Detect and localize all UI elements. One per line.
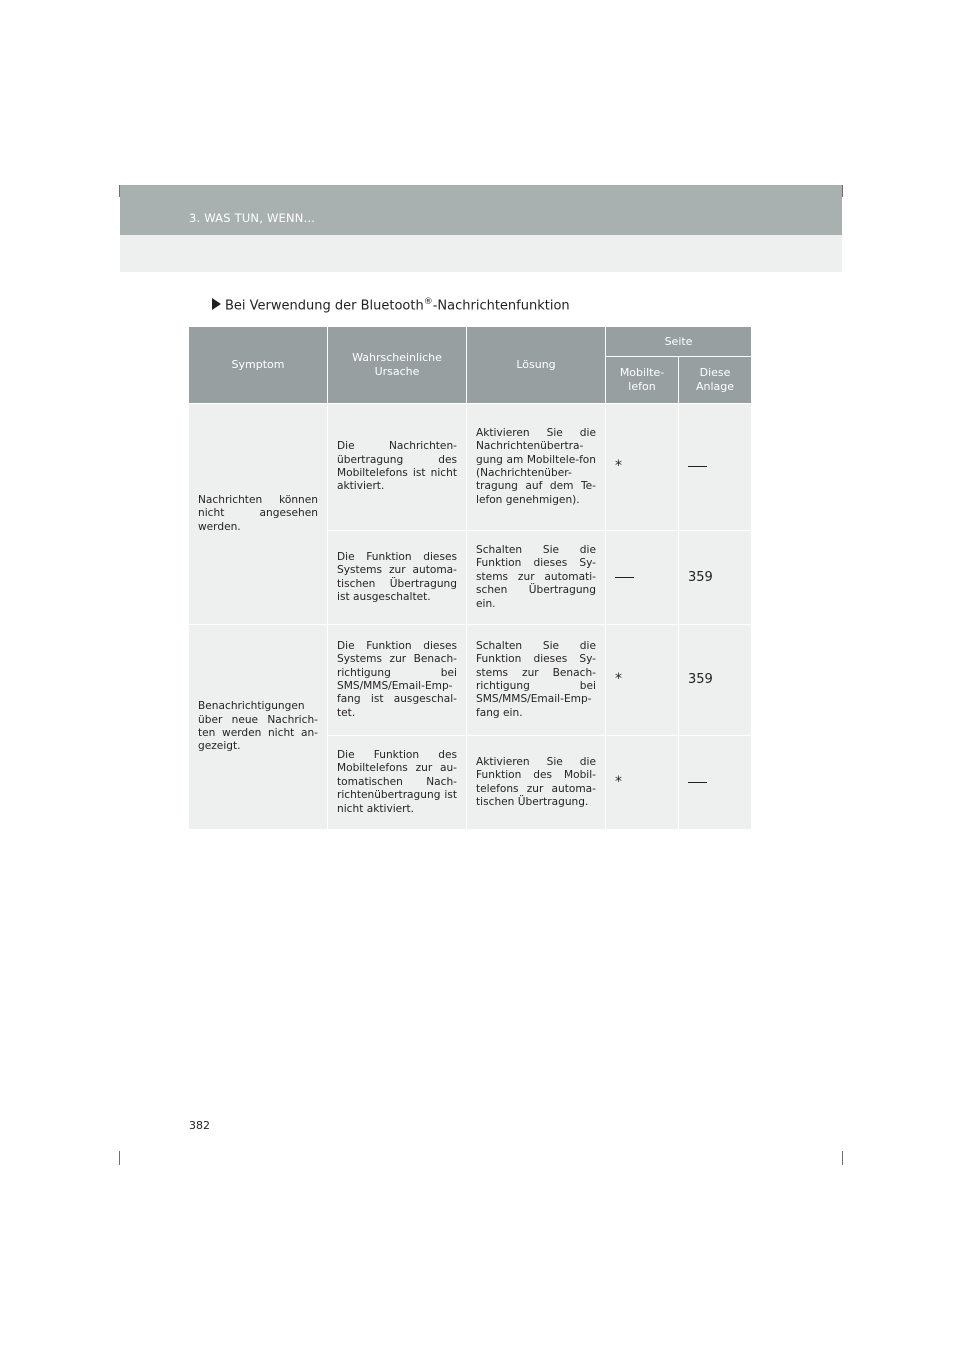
section-title: 3. WAS TUN, WENN... [189, 211, 316, 225]
page-number: 382 [189, 1119, 210, 1132]
phone-page-cell [606, 625, 679, 736]
subsection-heading [212, 297, 570, 313]
system-page-cell: 359 [679, 531, 752, 625]
asterisk-mark: * [615, 671, 622, 688]
system-page-cell [679, 404, 752, 531]
triangle-bullet-icon [212, 298, 221, 310]
crop-mark-bottom-right [842, 1151, 843, 1165]
asterisk-mark: * [615, 458, 622, 475]
heading-suffix: -Nachrichtenfunktion [432, 298, 570, 314]
phone-page-cell [606, 736, 679, 830]
header-band [120, 185, 842, 235]
troubleshooting-table [188, 326, 752, 830]
cause-cell: Die Nachrichten-übertragung des Mobiltelefons ist nicht aktiviert. [328, 404, 467, 531]
cause-cell: Die Funktion dieses Systems zur Benach-richtigung bei SMS/MMS/Email-Emp-fang ist ausgeschal-tet. [328, 625, 467, 736]
header-page: Seite [606, 327, 752, 357]
system-page-cell: 359 [679, 625, 752, 736]
dash-mark [688, 782, 707, 783]
dash-mark [688, 466, 707, 467]
cause-cell: Die Funktion des Mobiltelefons zur au-tomatischen Nach-richtenübertragung ist nicht aktiviert. [328, 736, 467, 830]
solution-cell: Schalten Sie die Funktion dieses Sy-stems zur Benach-richtigung bei SMS/MMS/Email-Emp-fang ein. [467, 625, 606, 736]
crop-mark-bottom-left [119, 1151, 120, 1165]
header-sub-band [120, 235, 842, 272]
table-row [189, 404, 752, 531]
solution-cell: Aktivieren Sie die Funktion des Mobil-telefons zur automa-tischen Übertragung. [467, 736, 606, 830]
registered-mark: ® [423, 297, 433, 307]
solution-cell: Schalten Sie die Funktion dieses Sy-stems zur automati-schen Übertragung ein. [467, 531, 606, 625]
phone-page-cell [606, 404, 679, 531]
dash-mark [615, 577, 634, 578]
symptom-cell: Benachrichtigungen über neue Nachrich-ten werden nicht an-gezeigt. [189, 625, 328, 830]
solution-cell: Aktivieren Sie die Nachrichtenübertra-gung am Mobiltele-fon (Nachrichtenüber-tragung auf dem Te-lefon genehmigen). [467, 404, 606, 531]
header-solution: Lösung [467, 327, 606, 404]
crop-mark-top-right [842, 185, 843, 197]
system-page-cell [679, 736, 752, 830]
header-symptom: Symptom [189, 327, 328, 404]
header-system: Diese Anlage [679, 357, 752, 404]
asterisk-mark: * [615, 773, 622, 790]
cause-cell: Die Funktion dieses Systems zur automa-tischen Übertragung ist ausgeschaltet. [328, 531, 467, 625]
heading-prefix: Bei Verwendung der Bluetooth [225, 298, 424, 314]
phone-page-cell [606, 531, 679, 625]
header-phone: Mobilte-lefon [606, 357, 679, 404]
table-row [189, 625, 752, 736]
header-cause: Wahrscheinliche Ursache [328, 327, 467, 404]
symptom-cell: Nachrichten können nicht angesehen werden. [189, 404, 328, 625]
